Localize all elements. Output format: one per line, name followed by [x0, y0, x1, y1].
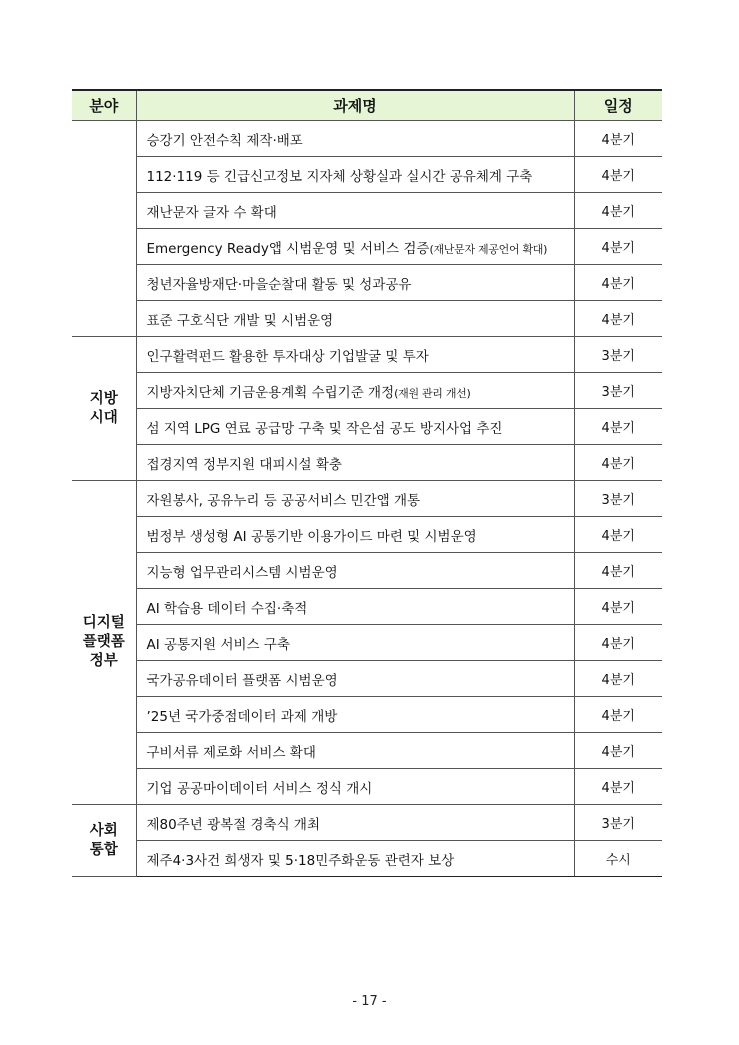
task-title: 섬 지역 LPG 연료 공급망 구축 및 작은섬 공도 방지사업 추진: [146, 420, 503, 437]
table-row: [72, 661, 662, 697]
task-cell: [136, 409, 574, 445]
task-cell: [136, 301, 574, 337]
schedule-cell: 4분기: [574, 589, 662, 625]
table-row: [72, 589, 662, 625]
task-cell: [136, 373, 574, 409]
task-title: AI 학습용 데이터 수집·축적: [146, 600, 308, 617]
header-task: 과제명: [136, 90, 574, 121]
schedule-cell: 3분기: [574, 373, 662, 409]
task-cell: [136, 193, 574, 229]
table-row: [72, 805, 662, 841]
page-number: - 17 -: [352, 994, 387, 1009]
table-row: [72, 553, 662, 589]
table-row: [72, 625, 662, 661]
schedule-cell: 4분기: [574, 553, 662, 589]
table-row: [72, 301, 662, 337]
schedule-cell: 4분기: [574, 769, 662, 805]
schedule-cell: 4분기: [574, 301, 662, 337]
task-title: 승강기 안전수칙 제작·배포: [146, 132, 303, 149]
task-title: 표준 구호식단 개발 및 시범운영: [146, 312, 334, 329]
schedule-cell: 4분기: [574, 697, 662, 733]
task-cell: [136, 733, 574, 769]
task-cell: [136, 481, 574, 517]
task-title: 기업 공공마이데이터 서비스 정식 개시: [146, 780, 373, 797]
schedule-cell: 4분기: [574, 517, 662, 553]
task-title: 접경지역 정부지원 대피시설 확충: [146, 456, 342, 473]
task-title: 112·119 등 긴급신고정보 지자체 상황실과 실시간 공유체계 구축: [146, 168, 533, 185]
task-cell: [136, 625, 574, 661]
task-cell: [136, 769, 574, 805]
table-row: [72, 769, 662, 805]
schedule-cell: 4분기: [574, 157, 662, 193]
task-title: 범정부 생성형 AI 공통기반 이용가이드 마련 및 시범운영: [146, 528, 477, 545]
schedule-cell: 3분기: [574, 481, 662, 517]
task-cell: [136, 661, 574, 697]
table-row: [72, 697, 662, 733]
schedule-cell: 4분기: [574, 625, 662, 661]
task-cell: [136, 805, 574, 841]
schedule-cell: 4분기: [574, 733, 662, 769]
task-cell: [136, 157, 574, 193]
task-cell: [136, 121, 574, 157]
task-cell: [136, 697, 574, 733]
task-cell: [136, 337, 574, 373]
table-row: [72, 121, 662, 157]
header-category: 분야: [72, 90, 136, 121]
schedule-cell: 4분기: [574, 661, 662, 697]
schedule-cell: 4분기: [574, 265, 662, 301]
task-cell: [136, 553, 574, 589]
table-body: [72, 121, 662, 877]
schedule-cell: 4분기: [574, 445, 662, 481]
category-cell: 사회 통합: [72, 805, 136, 877]
task-cell: [136, 265, 574, 301]
task-cell: [136, 445, 574, 481]
schedule-cell: 4분기: [574, 409, 662, 445]
table-row: [72, 229, 662, 265]
task-title: 자원봉사, 공유누리 등 공공서비스 민간앱 개통: [146, 492, 421, 509]
task-note: (재난문자 제공언어 확대): [429, 242, 548, 256]
task-cell: [136, 229, 574, 265]
schedule-cell: 4분기: [574, 121, 662, 157]
task-title: 국가공유데이터 플랫폼 시범운영: [146, 672, 338, 689]
table-row: [72, 481, 662, 517]
table-row: [72, 265, 662, 301]
table-row: [72, 337, 662, 373]
table-row: [72, 373, 662, 409]
schedule-cell: 4분기: [574, 229, 662, 265]
schedule-cell: 수시: [574, 841, 662, 877]
task-cell: [136, 589, 574, 625]
category-cell: [72, 121, 136, 337]
table-row: [72, 841, 662, 877]
task-cell: [136, 841, 574, 877]
schedule-cell: 3분기: [574, 337, 662, 373]
table-row: [72, 445, 662, 481]
task-cell: [136, 517, 574, 553]
schedule-table: [72, 89, 662, 877]
task-title: 청년자율방재단·마을순찰대 활동 및 성과공유: [146, 276, 412, 293]
task-title: 제80주년 광복절 경축식 개최: [146, 816, 321, 833]
task-title: Emergency Ready앱 시범운영 및 서비스 검증: [146, 240, 430, 257]
schedule-cell: 4분기: [574, 193, 662, 229]
task-title: 제주4·3사건 희생자 및 5·18민주화운동 관련자 보상: [146, 852, 455, 869]
header-row: [72, 90, 662, 121]
task-title: ’25년 국가중점데이터 과제 개방: [146, 708, 338, 725]
header-schedule: 일정: [574, 90, 662, 121]
task-title: 구비서류 제로화 서비스 확대: [146, 744, 316, 761]
table-row: [72, 733, 662, 769]
table-row: [72, 517, 662, 553]
task-title: AI 공통지원 서비스 구축: [146, 636, 290, 653]
schedule-cell: 3분기: [574, 805, 662, 841]
task-title: 인구활력펀드 활용한 투자대상 기업발굴 및 투자: [146, 348, 429, 365]
task-note: (재원 관리 개선): [394, 386, 471, 400]
table-row: [72, 193, 662, 229]
category-cell: 디지털 플랫폼 정부: [72, 481, 136, 805]
task-title: 지방자치단체 기금운용계획 수립기준 개정: [146, 384, 395, 401]
task-title: 지능형 업무관리시스템 시범운영: [146, 564, 338, 581]
task-title: 재난문자 글자 수 확대: [146, 204, 277, 221]
table-row: [72, 409, 662, 445]
category-cell: 지방 시대: [72, 337, 136, 481]
table-row: [72, 157, 662, 193]
